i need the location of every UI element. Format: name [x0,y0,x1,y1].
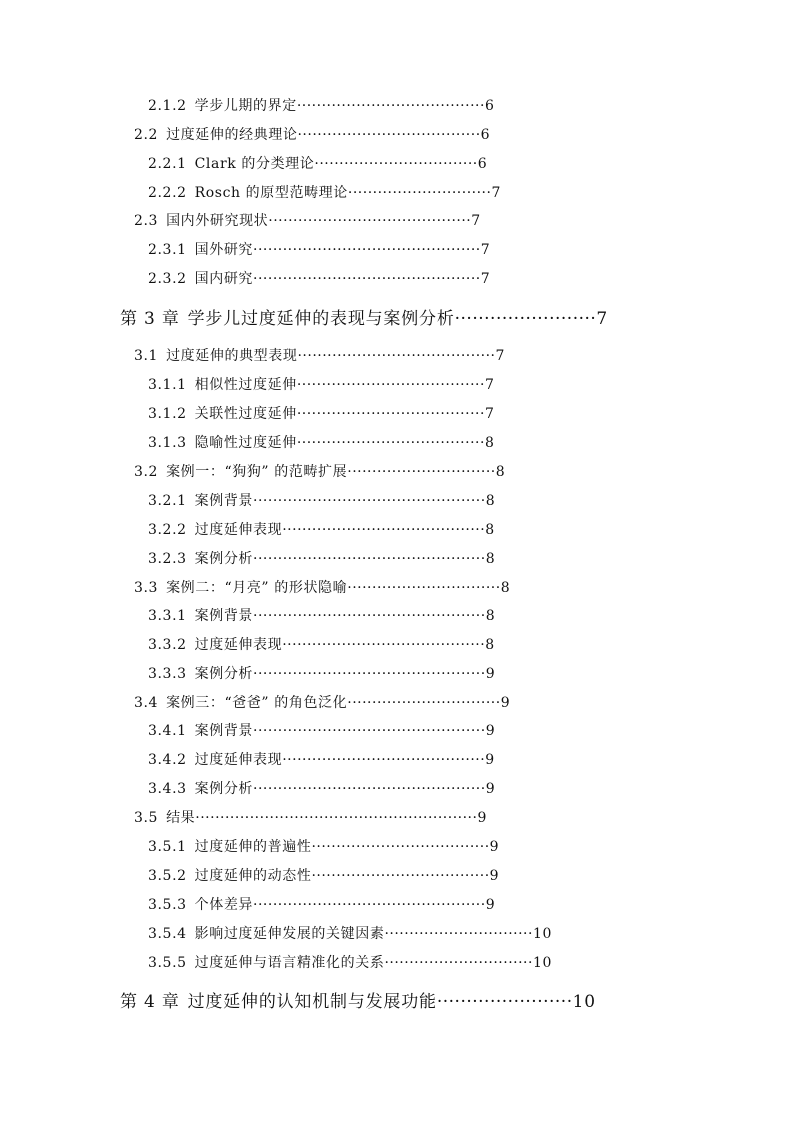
toc-entry-2-2-1[interactable] [148,155,487,173]
toc-leader-dots: ········································ [297,348,496,364]
toc-entry-3-5-5[interactable] [148,954,552,972]
toc-chapter-title: 过度延伸的认知机制与发展功能 [187,992,437,1012]
toc-entry-3-5-2[interactable] [148,867,499,885]
toc-entry-3-4[interactable] [134,694,510,712]
toc-leader-dots: ·············································· [253,271,481,287]
toc-page-number: 8 [495,464,506,480]
toc-entry-3-5-1[interactable] [148,838,499,856]
toc-leader-dots: ····························· [347,185,492,201]
toc-entry-3-5-4[interactable] [148,925,552,943]
toc-leader-dots: ······························· [347,695,501,711]
toc-page-number: 9 [485,781,496,797]
toc-leader-dots: ··············································· [253,723,486,739]
toc-leader-dots: ········································· [282,522,486,538]
toc-entry-3-1-3[interactable] [148,434,494,452]
toc-leader-dots: ··············································· [253,897,486,913]
toc-entry-2-1-2[interactable] [148,97,494,115]
toc-entry-number: 3.2 [134,464,159,480]
toc-entry-title: 案例分析 [194,781,254,797]
toc-leader-dots: ······························ [384,955,533,971]
toc-entry-3-3-3[interactable] [148,665,495,683]
toc-entry-number: 2.2 [134,127,159,143]
toc-entry-number: 2.1.2 [148,98,187,114]
toc-entry-title: 国内研究 [194,271,254,287]
toc-page-number: 7 [480,271,491,287]
toc-entry-title: 过度延伸表现 [194,637,283,653]
toc-entry-title: 隐喻性过度延伸 [194,435,297,451]
toc-leader-dots: ······························· [347,580,501,596]
toc-page-number: 10 [532,926,552,942]
toc-leader-dots: ····································· [297,127,481,143]
toc-entry-number: 3.4.3 [148,781,187,797]
toc-entry-3-5-3[interactable] [148,896,495,914]
toc-entry-number: 2.3.2 [148,271,187,287]
toc-entry-title: 国内外研究现状 [166,213,269,229]
toc-page-number: 9 [489,839,500,855]
toc-entry-title: 过度延伸的动态性 [194,868,312,884]
toc-entry-title: 过度延伸的经典理论 [166,127,298,143]
toc-entry-number: 2.3.1 [148,242,187,258]
toc-entry-3-4-3[interactable] [148,780,495,798]
toc-entry-number: 3.1.2 [148,406,187,422]
toc-chapter-number: 第 4 章 [120,992,180,1012]
toc-entry-number: 3.5 [134,810,159,826]
toc-page-number: 7 [484,377,495,393]
toc-entry-title: 个体差异 [194,897,254,913]
toc-entry-title: 过度延伸的普遍性 [194,839,312,855]
toc-entry-2-2-2[interactable] [148,184,501,202]
toc-entry-title: 案例三：“爸爸” 的角色泛化 [166,695,348,711]
toc-entry-3-1[interactable] [134,347,505,365]
toc-entry-title: 过度延伸表现 [194,752,283,768]
toc-leader-dots: ········································· [282,752,486,768]
toc-page-number: 7 [480,242,491,258]
toc-page-number: 6 [477,156,488,172]
toc-leader-dots: ··············································· [253,551,486,567]
toc-entry-title: 学步儿期的界定 [194,98,297,114]
toc-leader-dots: ······························ [384,926,533,942]
toc-entry-3-4-2[interactable] [148,751,495,769]
toc-entry-3-3-2[interactable] [148,636,495,654]
toc-entry-title: 案例背景 [194,608,254,624]
toc-entry-title: 过度延伸的典型表现 [166,348,298,364]
toc-entry-title: 结果 [166,810,196,826]
toc-entry-title: 案例分析 [194,666,254,682]
toc-page-number: 8 [485,493,496,509]
toc-chapter-3[interactable] [120,308,608,330]
toc-entry-3-1-2[interactable] [148,405,494,423]
toc-leader-dots: ··············································· [253,493,486,509]
toc-page-number: 7 [491,185,501,201]
toc-leader-dots: ······························ [347,464,496,480]
toc-page-number: 9 [477,810,487,826]
toc-entry-title: 案例背景 [194,493,254,509]
toc-entry-2-2[interactable] [134,126,490,144]
toc-page-number: 9 [500,695,511,711]
toc-page-number: 7 [484,406,495,422]
toc-page-number: 6 [484,98,495,114]
toc-entry-number: 3.1 [134,348,159,364]
toc-entry-3-2[interactable] [134,463,505,481]
toc-entry-number: 3.5.3 [148,897,187,913]
toc-leader-dots: ··············································· [253,608,486,624]
toc-entry-title: 关联性过度延伸 [194,406,297,422]
toc-entry-number: 3.5.5 [148,955,187,971]
toc-entry-title: 影响过度延伸发展的关键因素 [194,926,385,942]
toc-entry-title: Rosch 的原型范畴理论 [194,185,348,201]
toc-leader-dots: ···································· [311,839,490,855]
toc-leader-dots: ······································ [296,435,485,451]
toc-page-number: 6 [480,127,491,143]
toc-leader-dots: ······································ [296,377,485,393]
toc-page-number: 7 [596,309,608,329]
toc-page-number: 9 [485,752,495,768]
toc-leader-dots: ········································· [282,637,486,653]
toc-entry-number: 3.5.4 [148,926,187,942]
toc-entry-3-1-1[interactable] [148,376,494,394]
toc-entry-3-2-1[interactable] [148,492,495,510]
toc-page-number: 10 [532,955,552,971]
toc-entry-3-2-3[interactable] [148,550,495,568]
toc-leader-dots: ······································ [296,406,485,422]
toc-entry-number: 3.3.1 [148,608,187,624]
toc-entry-number: 2.2.1 [148,156,187,172]
toc-chapter-4[interactable] [120,991,596,1013]
toc-entry-title: 过度延伸表现 [194,522,283,538]
toc-page-number: 9 [489,868,500,884]
toc-leader-dots: ························································· [195,810,478,826]
toc-entry-number: 3.5.2 [148,868,187,884]
toc-entry-title: 国外研究 [194,242,254,258]
toc-entry-2-3-1[interactable] [148,241,490,259]
toc-entry-number: 2.3 [134,213,159,229]
toc-leader-dots: ························ [454,309,597,329]
toc-entry-number: 3.1.3 [148,435,187,451]
toc-entry-title: Clark 的分类理论 [194,156,315,172]
toc-entry-2-3-2[interactable] [148,270,490,288]
toc-chapter-number: 第 3 章 [120,309,180,329]
toc-page-number: 7 [495,348,506,364]
toc-entry-3-4-1[interactable] [148,722,495,740]
toc-entry-3-2-2[interactable] [148,521,495,539]
toc-page-number: 8 [485,637,495,653]
toc-chapter-title: 学步儿过度延伸的表现与案例分析 [187,309,455,329]
toc-page-number: 9 [485,723,496,739]
toc-leader-dots: ··············································· [253,781,486,797]
toc-entry-title: 相似性过度延伸 [194,377,297,393]
toc-page-number: 8 [500,580,511,596]
toc-entry-title: 案例二：“月亮” 的形状隐喻 [166,580,348,596]
toc-leader-dots: ······································ [296,98,485,114]
toc-entry-title: 过度延伸与语言精准化的关系 [194,955,385,971]
toc-entry-number: 3.2.3 [148,551,187,567]
toc-entry-number: 3.2.1 [148,493,187,509]
toc-entry-number: 3.3 [134,580,159,596]
toc-entry-number: 3.3.3 [148,666,187,682]
toc-entry-2-3[interactable] [134,212,481,230]
toc-entry-3-5[interactable] [134,809,487,827]
toc-page-number: 8 [484,435,495,451]
toc-entry-title: 案例一：“狗狗” 的范畴扩展 [166,464,348,480]
toc-entry-number: 3.5.1 [148,839,187,855]
toc-page-number: 8 [485,608,496,624]
toc-entry-number: 2.2.2 [148,185,187,201]
toc-entry-number: 3.3.2 [148,637,187,653]
toc-leader-dots: ···································· [311,868,490,884]
toc-page-number: 7 [471,213,481,229]
toc-entry-number: 3.4.2 [148,752,187,768]
toc-page-number: 9 [485,897,496,913]
toc-entry-title: 案例分析 [194,551,254,567]
toc-leader-dots: ··············································· [253,666,486,682]
toc-leader-dots: ································· [314,156,478,172]
toc-entry-3-3-1[interactable] [148,607,495,625]
toc-page-number: 9 [485,666,496,682]
toc-page-number: 10 [572,992,596,1012]
toc-page-number: 8 [485,522,495,538]
toc-entry-number: 3.4 [134,695,159,711]
toc-entry-number: 3.1.1 [148,377,187,393]
toc-entry-number: 3.2.2 [148,522,187,538]
toc-entry-3-3[interactable] [134,579,510,597]
toc-leader-dots: ········································· [268,213,472,229]
toc-leader-dots: ······················· [436,992,573,1012]
toc-page-number: 8 [485,551,496,567]
toc-entry-number: 3.4.1 [148,723,187,739]
toc-entry-title: 案例背景 [194,723,254,739]
toc-leader-dots: ·············································· [253,242,481,258]
